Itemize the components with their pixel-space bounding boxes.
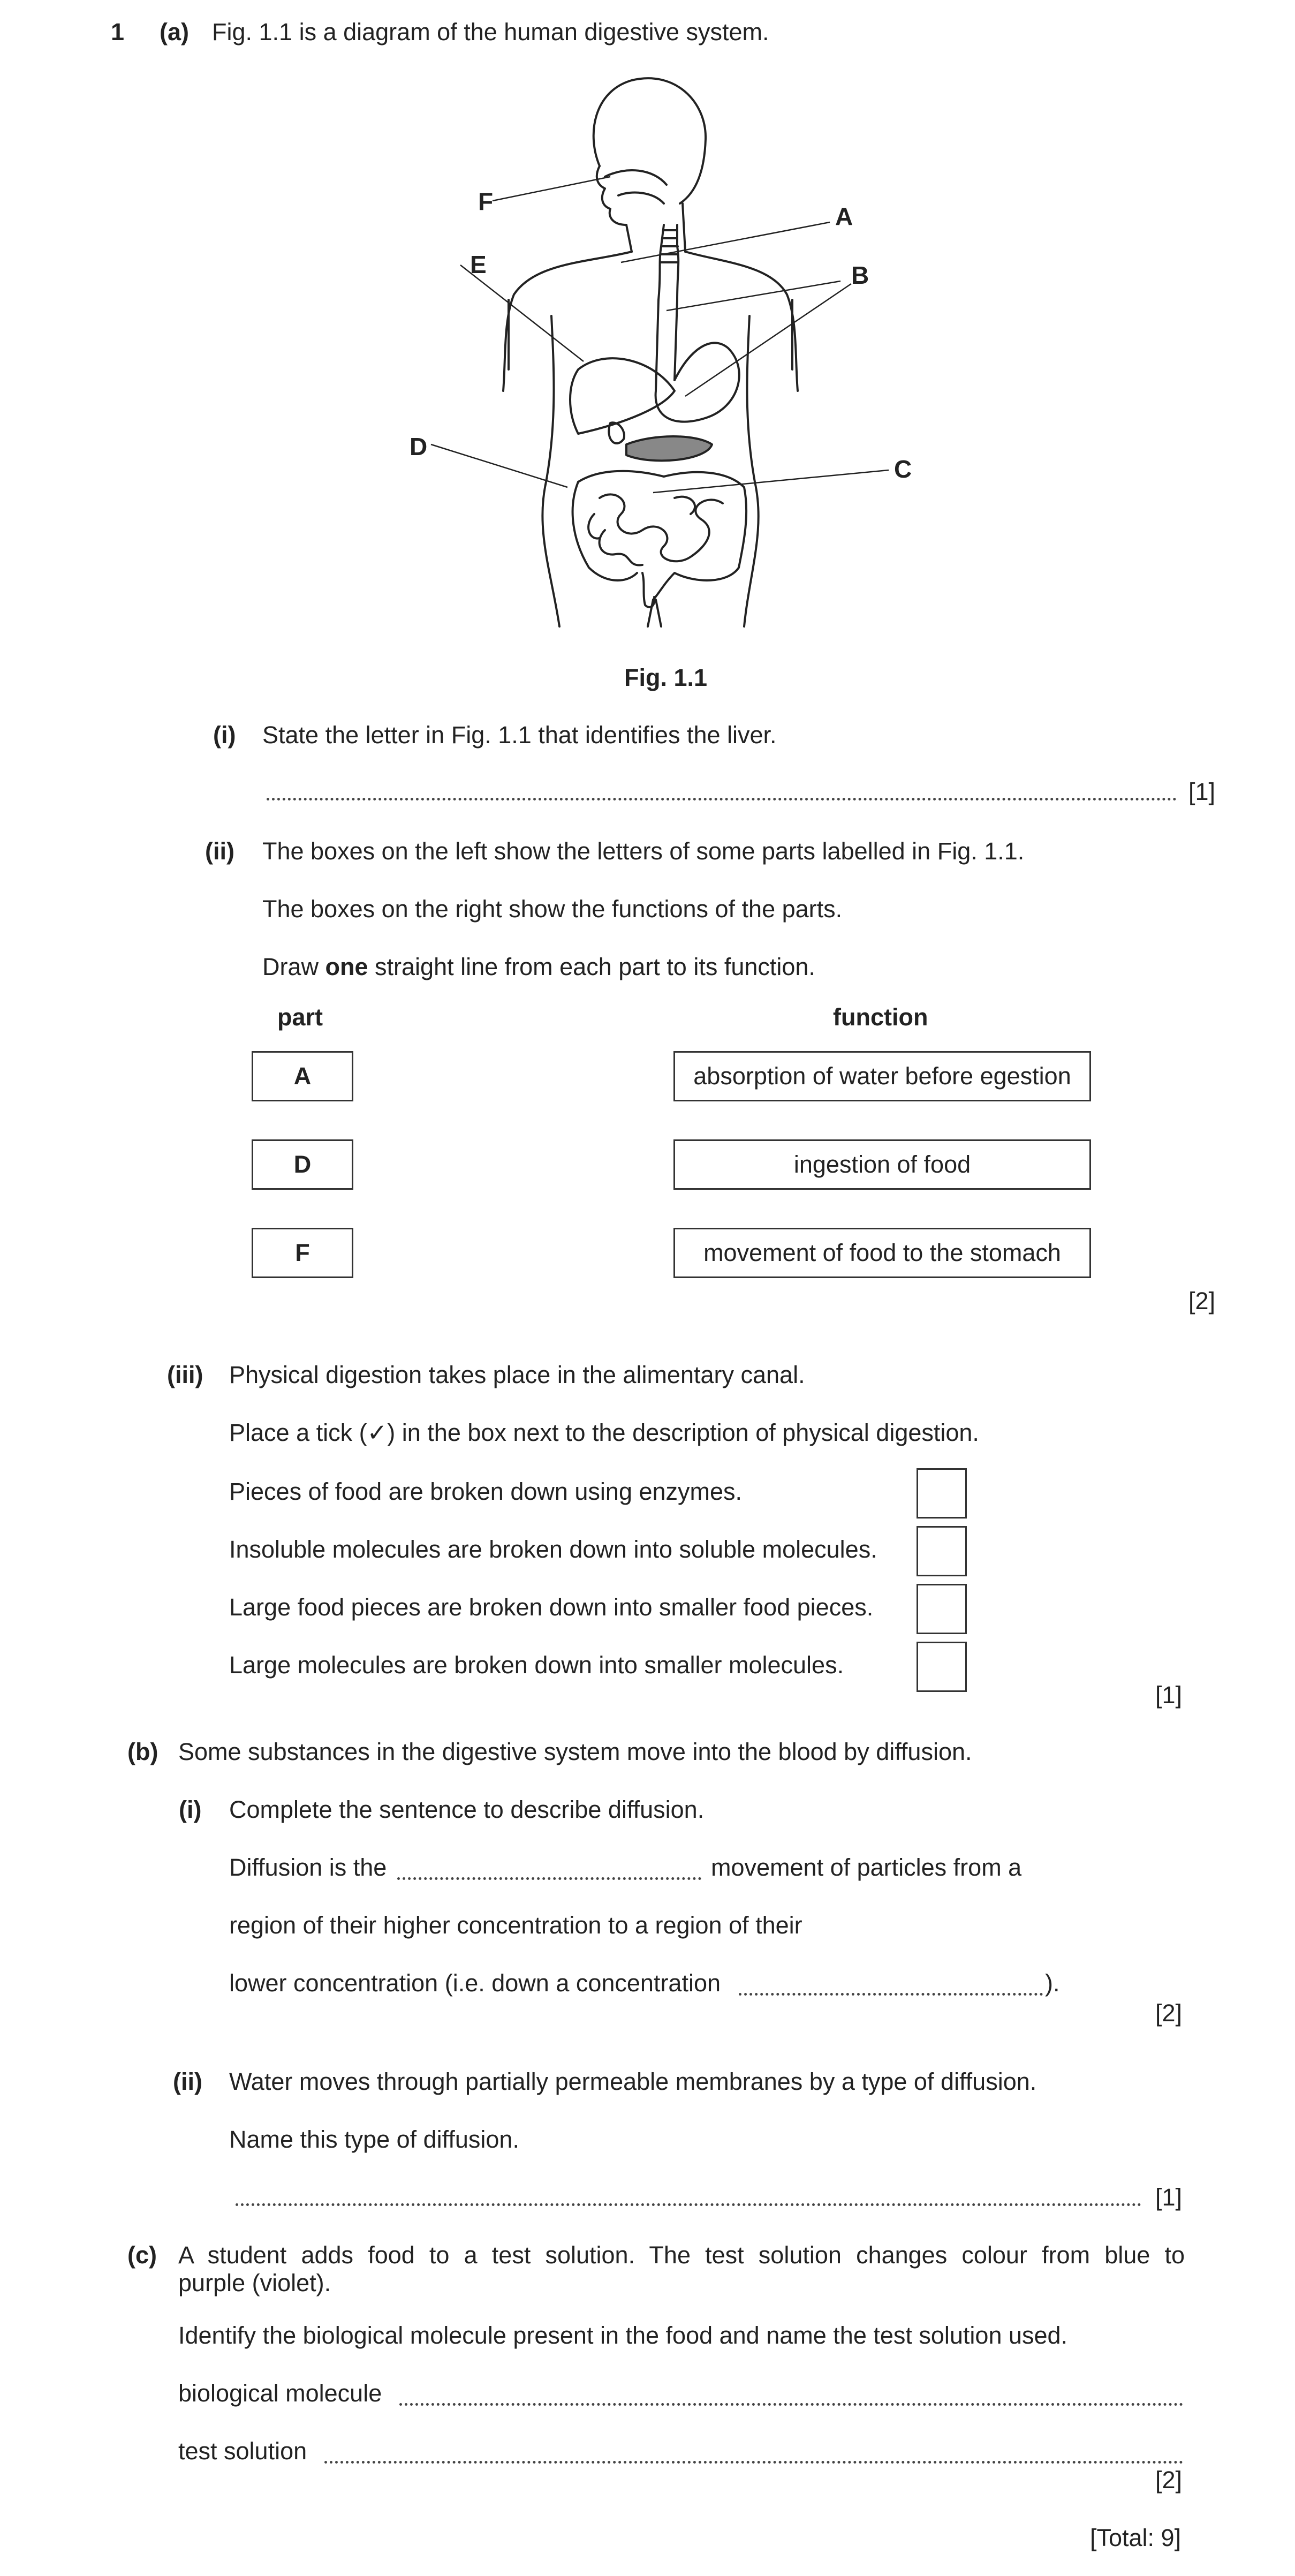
marks-a-i: [1] bbox=[1188, 778, 1216, 805]
function-header: function bbox=[833, 1003, 928, 1031]
tick-box-3[interactable] bbox=[917, 1584, 967, 1634]
b-ii-text: Water moves through partially permeable membranes by a type of diffusion. bbox=[229, 2068, 1037, 2095]
option-2: Insoluble molecules are broken down into soluble molecules. bbox=[229, 1536, 877, 1563]
b-i-s1-pre: Diffusion is the bbox=[229, 1854, 387, 1881]
a-ii-line1: The boxes on the left show the letters of some parts labelled in Fig. 1.1. bbox=[262, 837, 1025, 865]
figure-caption: Fig. 1.1 bbox=[624, 664, 708, 691]
c-text2: purple (violet). bbox=[178, 2269, 331, 2297]
marks-b-ii: [1] bbox=[1155, 2184, 1183, 2211]
label-F: F bbox=[478, 187, 494, 215]
a-ii-line3: Draw one straight line from each part to its function. bbox=[262, 953, 815, 980]
label-D: D bbox=[410, 433, 428, 460]
b-i-s3-post: ). bbox=[1045, 1969, 1060, 1997]
function-box-3[interactable]: movement of food to the stomach bbox=[673, 1228, 1091, 1278]
label-A: A bbox=[835, 202, 853, 230]
a-i-text: State the letter in Fig. 1.1 that identifies the liver. bbox=[262, 721, 777, 749]
a-ii-label: (ii) bbox=[205, 837, 234, 865]
label-B: B bbox=[851, 261, 869, 289]
b-label: (b) bbox=[127, 1738, 158, 1765]
tick-box-2[interactable] bbox=[917, 1526, 967, 1576]
a-i-label: (i) bbox=[213, 721, 236, 749]
b-ii-label: (ii) bbox=[173, 2068, 202, 2095]
test-solution-input[interactable] bbox=[324, 2461, 1183, 2464]
part-header: part bbox=[277, 1003, 323, 1031]
label-E: E bbox=[470, 251, 487, 278]
answer-line-a-i[interactable] bbox=[267, 798, 1177, 800]
a-iii-line2: Place a tick (✓) in the box next to the description of physical digestion. bbox=[229, 1419, 979, 1446]
blank-2[interactable] bbox=[739, 1993, 1043, 1996]
marks-b-i: [2] bbox=[1155, 1999, 1183, 2027]
biological-molecule-input[interactable] bbox=[399, 2403, 1183, 2406]
option-3: Large food pieces are broken down into smaller food pieces. bbox=[229, 1593, 874, 1621]
b-i-s3-pre: lower concentration (i.e. down a concentration bbox=[229, 1969, 721, 1997]
c-text1: A student adds food to a test solution. The test solution changes colour from blue to bbox=[178, 2241, 1185, 2269]
b-i-text: Complete the sentence to describe diffusion. bbox=[229, 1796, 705, 1823]
c-field2-label: test solution bbox=[178, 2437, 307, 2465]
part-box-D[interactable]: D bbox=[252, 1139, 353, 1190]
marks-a-iii: [1] bbox=[1155, 1681, 1183, 1709]
option-1: Pieces of food are broken down using enzymes. bbox=[229, 1478, 743, 1505]
b-i-s1-post: movement of particles from a bbox=[711, 1854, 1022, 1881]
part-box-A[interactable]: A bbox=[252, 1051, 353, 1101]
tick-box-4[interactable] bbox=[917, 1642, 967, 1692]
intro-text: Fig. 1.1 is a diagram of the human digestive system. bbox=[212, 18, 769, 46]
a-ii-line2: The boxes on the right show the functions of the parts. bbox=[262, 895, 843, 923]
b-i-s2: region of their higher concentration to a region of their bbox=[229, 1912, 802, 1939]
part-box-F[interactable]: F bbox=[252, 1228, 353, 1278]
b-text: Some substances in the digestive system move into the blood by diffusion. bbox=[178, 1738, 972, 1765]
function-box-2[interactable]: ingestion of food bbox=[673, 1139, 1091, 1190]
marks-a-ii: [2] bbox=[1188, 1287, 1216, 1315]
c-field1-label: biological molecule bbox=[178, 2379, 382, 2407]
b-ii-text2: Name this type of diffusion. bbox=[229, 2126, 519, 2153]
total-marks: [Total: 9] bbox=[1090, 2524, 1182, 2551]
function-box-1[interactable]: absorption of water before egestion bbox=[673, 1051, 1091, 1101]
a-iii-line1: Physical digestion takes place in the alimentary canal. bbox=[229, 1361, 805, 1388]
blank-1[interactable] bbox=[397, 1877, 701, 1880]
tick-box-1[interactable] bbox=[917, 1468, 967, 1519]
marks-c: [2] bbox=[1155, 2466, 1183, 2494]
digestive-system-diagram bbox=[375, 70, 937, 637]
option-4: Large molecules are broken down into smaller molecules. bbox=[229, 1651, 844, 1679]
a-iii-label: (iii) bbox=[167, 1361, 203, 1388]
c-text3: Identify the biological molecule present in the food and name the test solution used. bbox=[178, 2322, 1068, 2349]
b-i-label: (i) bbox=[179, 1796, 202, 1823]
answer-line-b-ii[interactable] bbox=[236, 2203, 1141, 2206]
label-C: C bbox=[894, 455, 912, 483]
part-a-label: (a) bbox=[160, 18, 189, 46]
c-label: (c) bbox=[127, 2241, 157, 2269]
question-number: 1 bbox=[111, 18, 125, 46]
